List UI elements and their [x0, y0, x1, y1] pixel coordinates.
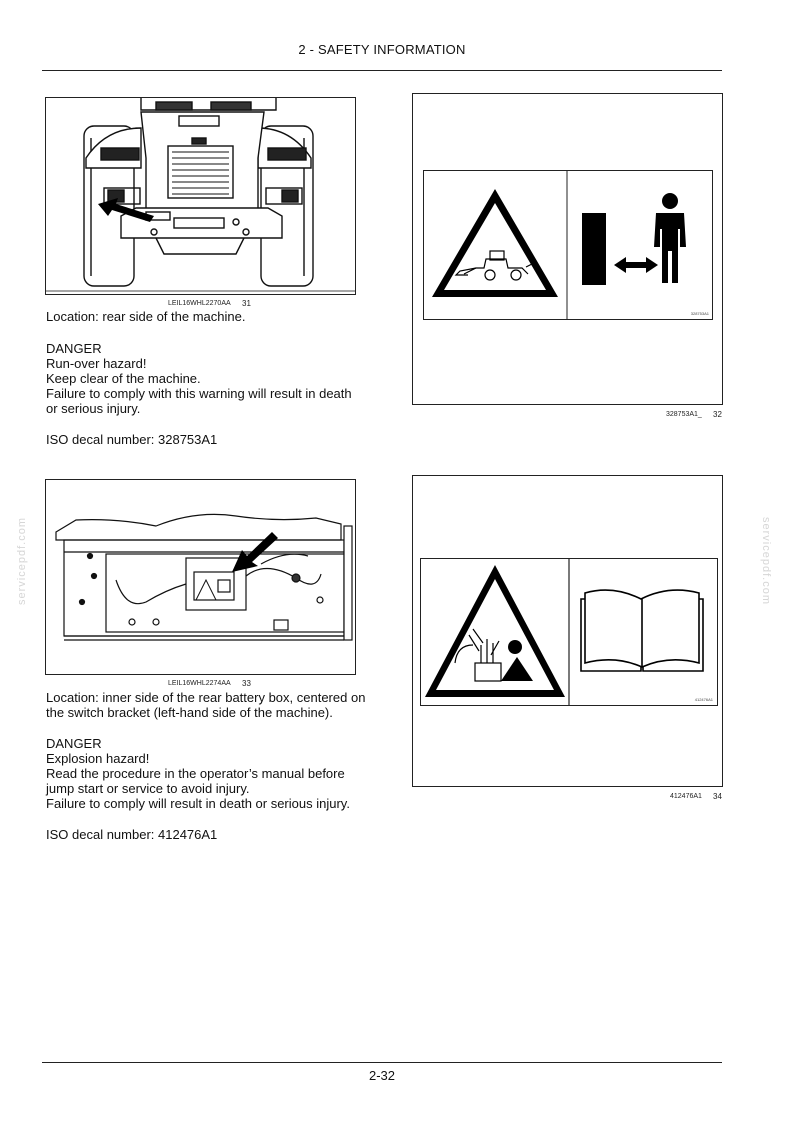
explosion-warning-triangle-icon	[425, 565, 565, 697]
watermark-right: servicepdf.com	[759, 517, 772, 605]
watermark-left: servicepdf.com	[15, 517, 28, 605]
location-text: Location: rear side of the machine.	[46, 309, 246, 324]
danger-heading: DANGER	[46, 736, 102, 751]
instruction-line: Failure to comply will result in death or serious injury.	[46, 796, 350, 811]
figure-34-code: 412476A1	[670, 793, 702, 800]
figure-32-code: 328753A1_	[666, 411, 702, 418]
decal-inner-code: 412476A1	[694, 697, 713, 702]
location-text: the switch bracket (left-hand side of the machine).	[46, 705, 333, 720]
figure-runover-decal	[412, 93, 723, 405]
instruction-line: Keep clear of the machine.	[46, 371, 201, 386]
danger-heading: DANGER	[46, 341, 102, 356]
page-number: 2-32	[368, 1068, 396, 1083]
iso-decal-number: ISO decal number: 412476A1	[46, 827, 218, 842]
figure-34-number: 34	[713, 792, 722, 801]
hazard-text: Explosion hazard!	[46, 751, 150, 766]
figure-33-number: 33	[242, 679, 251, 688]
header-divider	[42, 70, 722, 71]
figure-31-code: LEIL16WHL2270AA	[168, 300, 231, 307]
open-manual-icon	[581, 590, 703, 671]
location-text: Location: inner side of the rear battery box, centered on	[46, 690, 366, 705]
page-header-title: 2 - SAFETY INFORMATION	[298, 42, 466, 57]
keep-clear-person-icon	[582, 193, 686, 285]
decal-panel	[423, 170, 713, 320]
run-over-warning-triangle-icon	[432, 189, 558, 297]
decal-inner-code: 328753A1	[690, 311, 709, 316]
section1-text	[46, 309, 386, 447]
battery-box-illustration	[46, 480, 355, 674]
figure-rear-machine	[45, 97, 356, 295]
figure-battery-box	[45, 479, 356, 675]
instruction-line: jump start or service to avoid injury.	[46, 781, 250, 796]
instruction-line: or serious injury.	[46, 401, 141, 416]
loader-rear-view-illustration	[46, 98, 355, 294]
instruction-line: Read the procedure in the operator’s manual before	[46, 766, 345, 781]
section2-text	[46, 690, 386, 842]
figure-explosion-decal	[412, 475, 723, 787]
figure-31-number: 31	[242, 299, 251, 308]
figure-32-number: 32	[713, 410, 722, 419]
figure-33-code: LEIL16WHL2274AA	[168, 680, 231, 687]
footer-divider	[42, 1062, 722, 1063]
hazard-text: Run-over hazard!	[46, 356, 147, 371]
instruction-line: Failure to comply with this warning will result in death	[46, 386, 352, 401]
iso-decal-number: ISO decal number: 328753A1	[46, 432, 218, 447]
decal-panel	[420, 558, 718, 706]
